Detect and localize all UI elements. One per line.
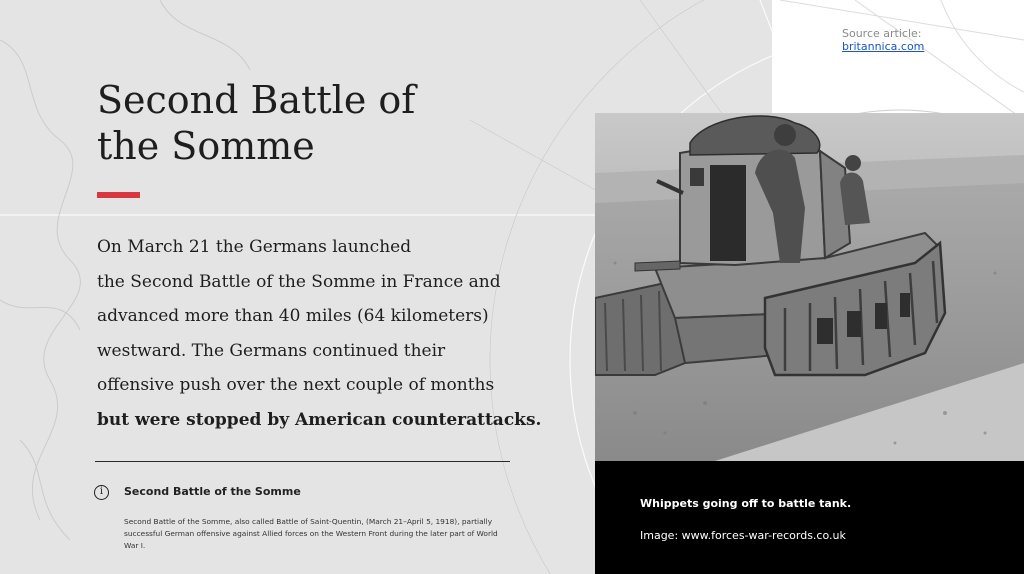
title-line: the Somme [97,124,315,168]
body-line: westward. The Germans continued their [97,340,446,361]
body-line-emphasis: but were stopped by American counterattacks. [97,409,542,430]
info-description: Second Battle of the Somme, also called Battle of Saint-Quentin, (March 21–April 5, 1918), partially successful German offensive against Allied forces on the Western Front during the later part of World War I. [124,517,498,550]
tank-photo [595,113,1024,461]
info-icon: i [94,485,109,500]
tank-photo-drawing [595,113,1024,461]
info-title: Second Battle of the Somme [124,485,301,498]
body-line: offensive push over the next couple of months [97,375,495,395]
source-attribution [842,27,924,53]
body-line: advanced more than 40 miles (64 kilometers) [97,306,489,326]
photo-caption-box [595,461,1024,574]
body-line: the Second Battle of the Somme in France and [97,271,501,292]
photo-caption: Whippets going off to battle tank. [640,497,852,510]
title-line: Second Battle of [97,78,416,122]
title-accent-bar [97,192,140,198]
body-line: On March 21 the Germans launched [97,237,412,257]
photo-credit: Image: www.forces-war-records.co.uk [640,529,846,542]
source-label: Source article: [842,27,922,40]
divider-line [95,461,510,462]
page-title [97,77,517,169]
body-paragraph [97,230,557,437]
source-link[interactable]: britannica.com [842,40,925,53]
